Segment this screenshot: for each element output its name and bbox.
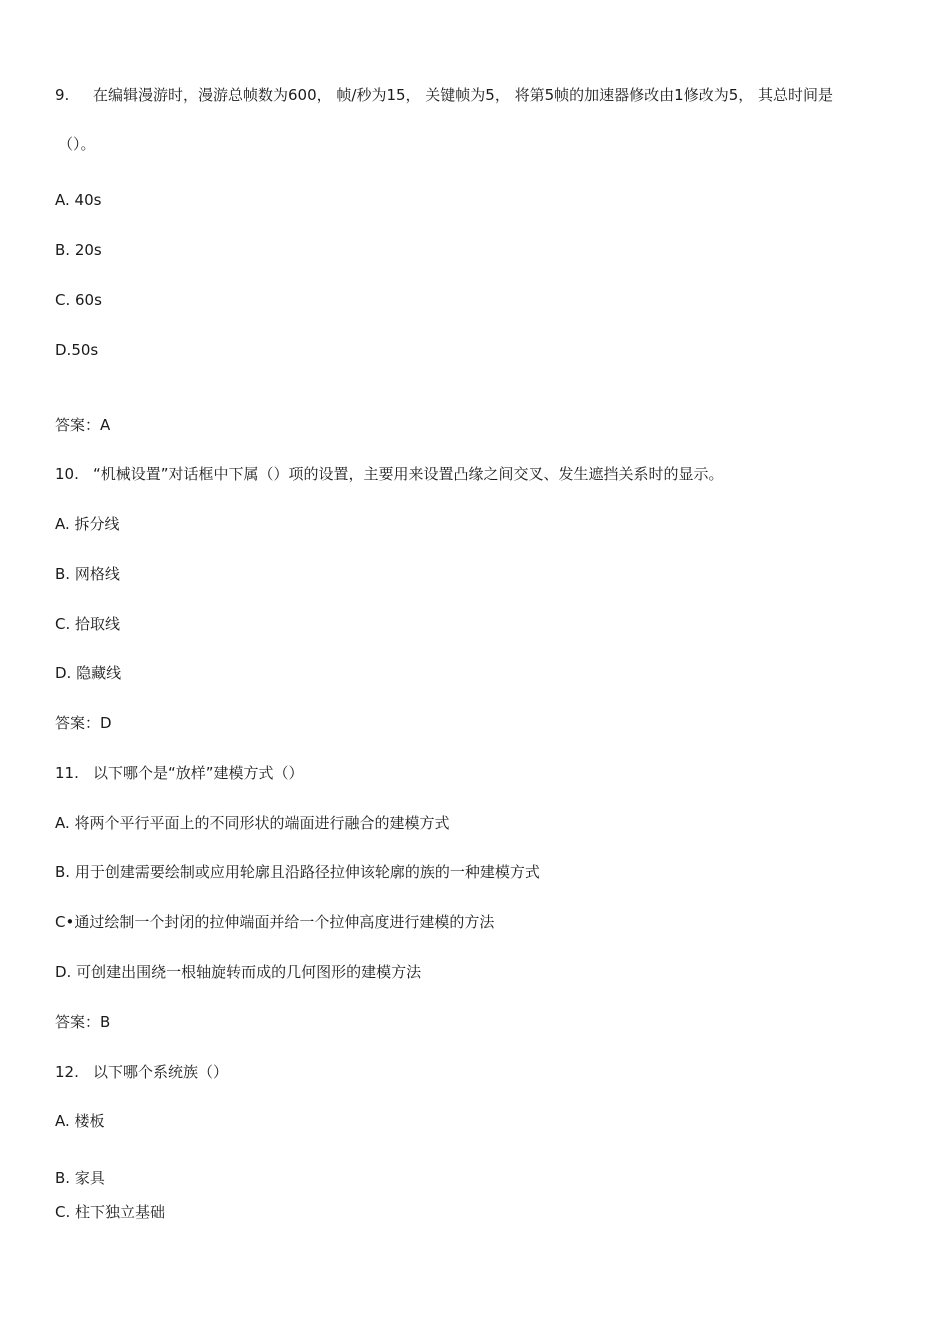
answer-line: 答案：B: [55, 1013, 111, 1031]
option-a: A. 楼板: [55, 1112, 105, 1130]
question-stem-continuation: （）。: [58, 135, 96, 153]
option-b: B. 用于创建需要绘制或应用轮廓且沿路径拉伸该轮廓的族的一种建模方式: [55, 863, 540, 881]
answer-line: 答案：A: [55, 416, 111, 434]
option-a: A. 拆分线: [55, 515, 120, 533]
question-text: 在编辑漫游时，漫游总帧数为600， 帧/秒为15， 关键帧为5， 将第5帧的加速器修改由1修改为5， 其总时间是: [93, 86, 834, 104]
answer-line: 答案：D: [55, 714, 112, 732]
option-a: A. 将两个平行平面上的不同形状的端面进行融合的建模方式: [55, 814, 450, 832]
option-c: C. 60s: [55, 291, 102, 309]
question-number: 11.: [55, 764, 79, 782]
question-text: “机械设置”对话框中下属（）项的设置，主要用来设置凸缘之间交叉、发生遮挡关系时的显示。: [93, 465, 724, 483]
question-stem: [55, 85, 833, 105]
option-b: B. 网格线: [55, 565, 120, 583]
question-stem: [55, 1062, 228, 1082]
question-number: 10.: [55, 465, 79, 483]
option-d: D. 隐藏线: [55, 664, 122, 682]
option-d: D. 可创建出围绕一根轴旋转而成的几何图形的建模方法: [55, 963, 422, 981]
question-text: 以下哪个系统族（）: [93, 1063, 229, 1081]
question-stem: [55, 763, 304, 783]
option-c: C•通过绘制一个封闭的拉伸端面并给一个拉伸高度进行建模的方法: [55, 913, 495, 931]
option-c: C. 柱下独立基础: [55, 1203, 166, 1221]
option-a: A. 40s: [55, 191, 102, 209]
question-number: 12.: [55, 1063, 79, 1081]
option-d: D.50s: [55, 341, 99, 359]
question-stem: [55, 464, 724, 484]
question-text: 以下哪个是“放样”建模方式（）: [93, 764, 304, 782]
option-b: B. 20s: [55, 241, 102, 259]
option-c: C. 拾取线: [55, 615, 121, 633]
question-number: 9.: [55, 86, 70, 104]
option-b: B. 家具: [55, 1169, 105, 1187]
